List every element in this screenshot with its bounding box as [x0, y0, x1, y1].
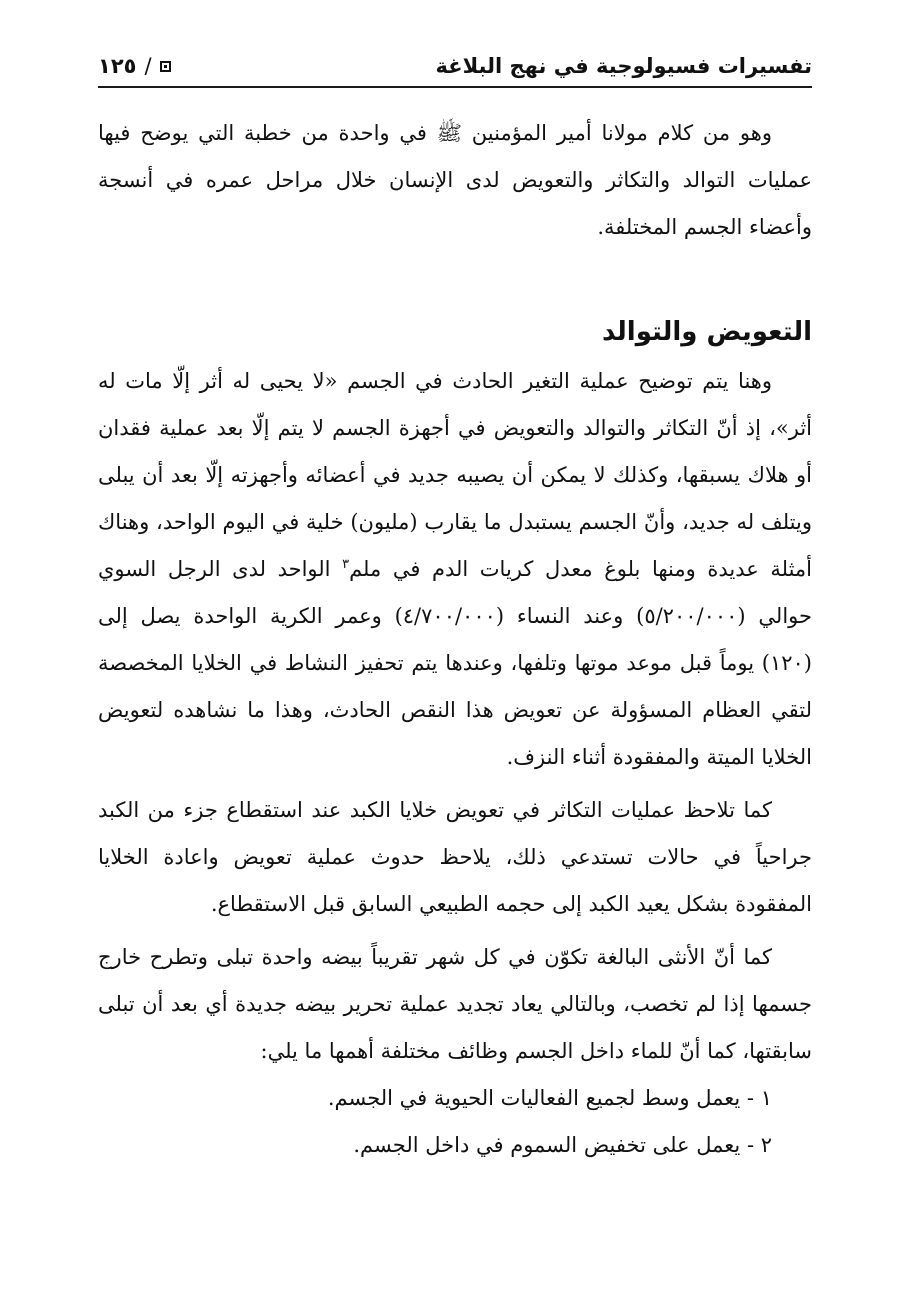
running-header [98, 46, 812, 88]
list-item: ٢ - يعمل على تخفيض السموم في داخل الجسم. [353, 1133, 772, 1157]
paragraph-1-part-1: وهنا يتم توضيح عملية التغير الحادث في الجسم «لا يحيى له أثر إلّا مات له أثر»، إذ أنّ التكاثر والتوالد والتعويض في أجهزة الجسم لا يتم إلّا بعد عملية فقدان أو هلاك يسبقها، وكذلك لا يمكن أن يصيبه جديد في أعضائه وأجهزته إلّا بعد أن يبلى ويتلف له جديد، وأنّ الجسم يستبدل ما يقارب (مليون) خلية في اليوم الواحد، وهناك أمثلة عديدة ومنها بلوغ معدل كريات الدم في ملم [98, 369, 813, 581]
paragraph-1 [98, 358, 812, 781]
page-folio [98, 54, 171, 78]
intro-block [98, 110, 812, 251]
folio-separator: / [144, 54, 152, 78]
paragraph-2: كما تلاحظ عمليات التكاثر في تعويض خلايا الكبد عند استقطاع جزء من الكبد جراحياً في حالات تستدعي ذلك، يلاحظ حدوث عملية تعويض واعادة الخلايا المفقودة بشكل يعيد الكبد إلى حجمه الطبيعي السابق قبل الاستقطاع. [98, 798, 812, 916]
list-item: ١ - يعمل وسط لجميع الفعاليات الحيوية في الجسم. [327, 1086, 772, 1110]
book-page [98, 0, 812, 1316]
paragraph-1-part-2: الواحد لدى الرجل السوي حوالي (٥/٢٠٠/٠٠٠) وعند النساء (٤/٧٠٠/٠٠٠) وعمر الكرية الواحدة يصل إلى (١٢٠) يوماً قبل موعد موتها وتلفها، وعندها يتم تحفيز النشاط في الخلايا المخصصة لتقي العظام المسؤولة عن تعويض هذا النقص الحادث، وهذا ما نشاهده لتعويض الخلايا الميتة والمفقودة أثناء النزف. [98, 557, 812, 769]
numbered-list [98, 1075, 812, 1169]
square-ornament-icon [160, 61, 171, 72]
book-title: تفسيرات فسيولوجية في نهج البلاغة [435, 54, 812, 78]
page-number: ١٢٥ [98, 54, 137, 78]
section-heading: التعويض والتوالد [602, 317, 812, 347]
paragraph-3: كما أنّ الأنثى البالغة تكوّن في كل شهر تقريباً بيضه واحدة تبلى وتطرح خارج جسمها إذا لم تخصب، وبالتالي يعاد تجديد عملية تحرير بيضه جديدة أي بعد أن تبلى سابقتها، كما أنّ للماء داخل الجسم وظائف مختلفة أهمها ما يلي: [98, 945, 812, 1063]
cubic-superscript: ٣ [342, 557, 350, 572]
intro-paragraph: وهو من كلام مولانا أمير المؤمنين ﷺ في واحدة من خطبة التي يوضح فيها عمليات التوالد والتكاثر والتعويض لدى الإنسان خلال مراحل عمره في أنسجة وأعضاء الجسم المختلفة. [98, 121, 812, 239]
section-body [98, 358, 812, 1169]
